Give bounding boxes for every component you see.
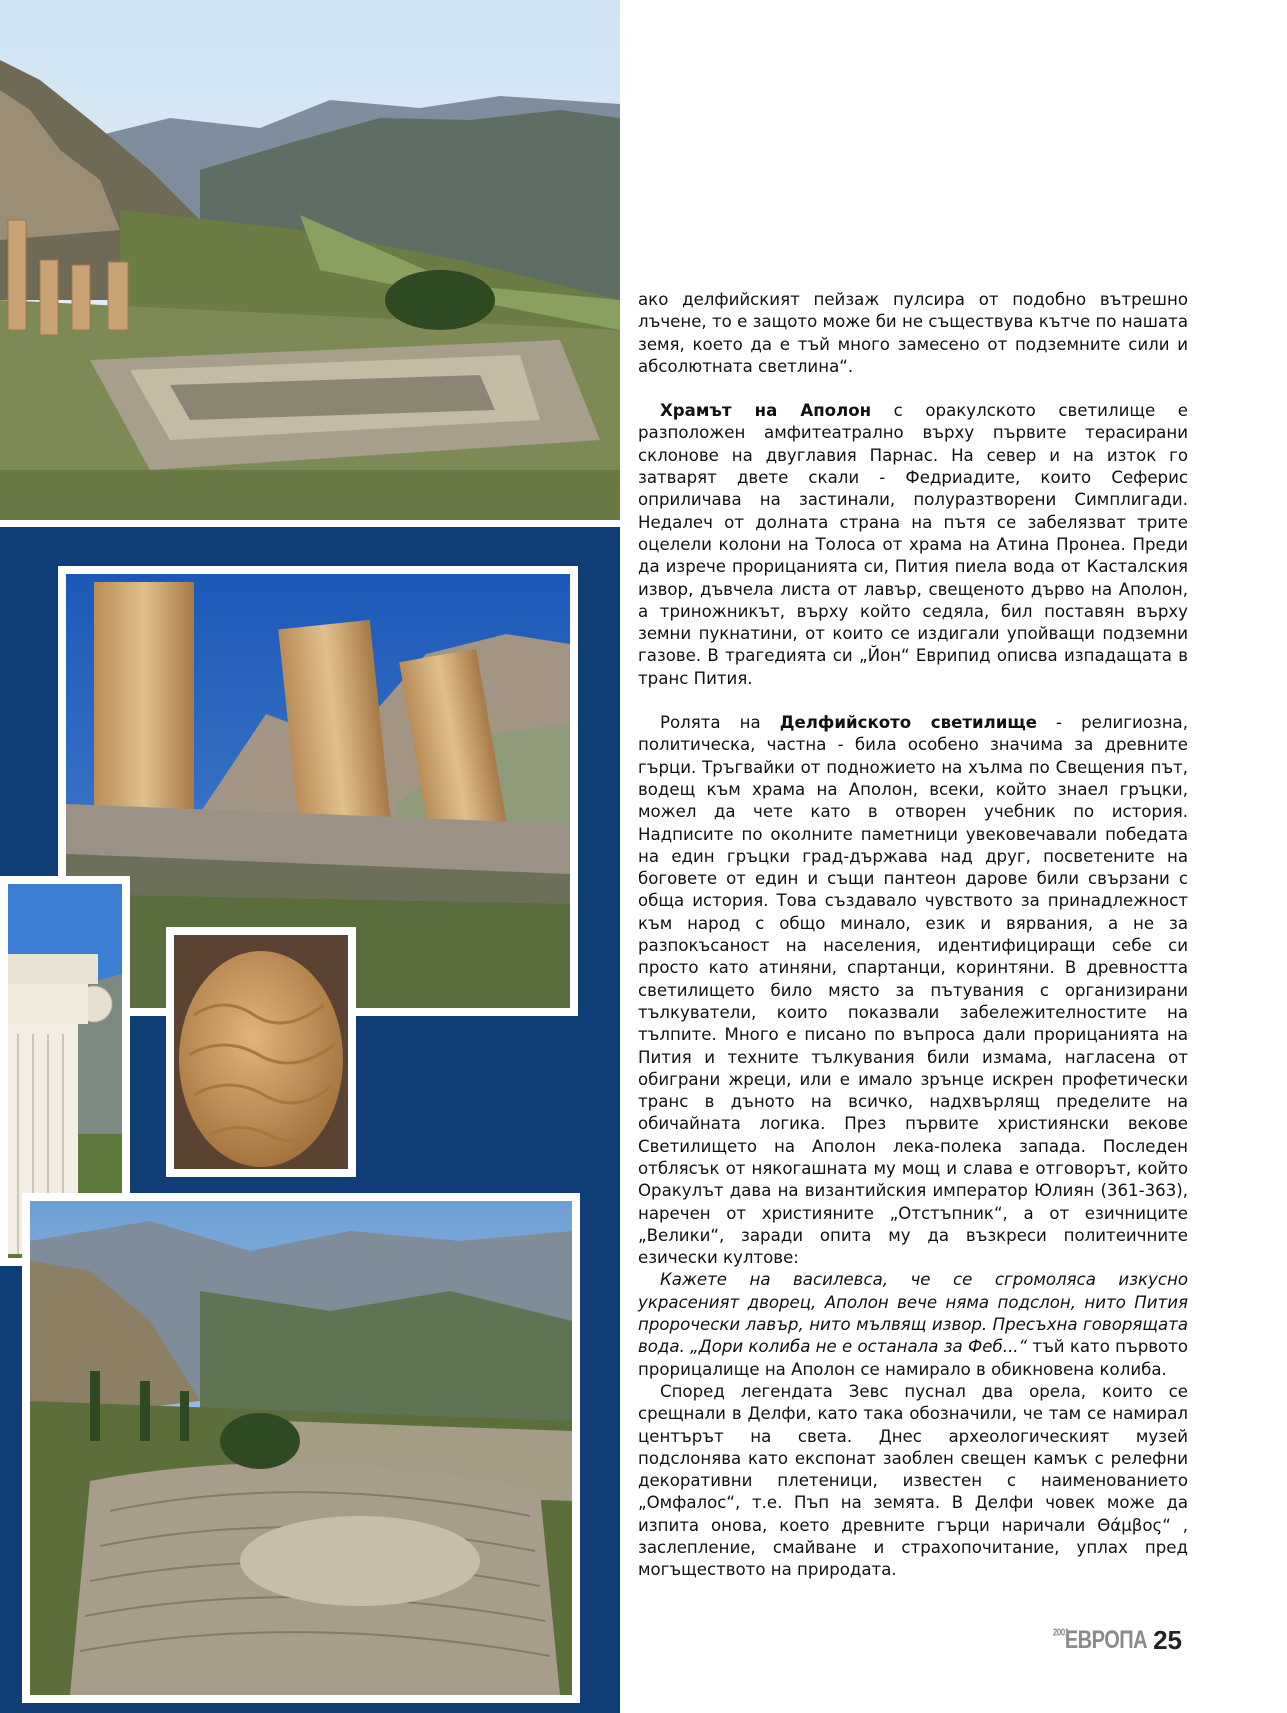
page-number: 25 xyxy=(1153,1625,1182,1655)
oracle-quote: Кажете на василевса, че се сгромоляса изкусно украсеният дворец, Аполон вече няма подслон, нито Пития пророчески лавър, нито мълвящ извор. Пресъхна говорящата вода. „Дори колиба не е останала за Феб...“ xyxy=(638,1270,1188,1357)
paragraph-3: Ролята на Делфийското светилище - религиозна, политическа, частна - била особено значима за древните гърци. Тръгвайки от подножието на хълма по Свещения път, водещ към храма на Аполон, всеки, който знаел гръцки, можел да чете като в отворен учебник по история. Надписите по околните паметници увековечавали победата на един гръцки град-държава над друг, посветените на боговете от един и същи пантеон дарове били свързани с обща история. Това създавало чувството за принадлежност към народ с общо минало, език и вярвания, а не за разпокъсаност на населения, идентифициращи себе си просто като атиняни, спартанци, коринтяни. В древността светилището било място за пътувания с организирани тълкуватели, които показвали забележителностите на тълпите. Много е писано по въпроса дали прорицанията на Пития и техните тълкувания били измама, нагласена от обиграни жреци, или е имало зрънце искрен профетически транс в дъното на всичко, надхвърлящ пределите на обичайната логика. През първите християнски векове Светилището на Аполон лека-полека запада. Последен отблясък от някогашната му мощ и слава е отговорът, който Оракулът дава на византийския император Юлиян (361-363), наречен от християните „Отстъпник“, а от езичниците „Велики“, заради опита му да възкреси политеичните езически култове: xyxy=(638,713,1188,1268)
delphi-theatre-photo xyxy=(30,1201,572,1695)
paragraph-1: ако делфийският пейзаж пулсира от подобно вътрешно лъчене, то е защото може би не съществува кътче по нашата земя, което да е тъй много замесено от подземните сили и абсолютната светлина“. xyxy=(638,290,1188,376)
omphalos-photo-frame xyxy=(166,927,356,1177)
paragraph-4: Кажете на василевса, че се сгромоляса изкусно украсеният дворец, Аполон вече няма подслон, нито Пития пророчески лавър, нито мълвящ извор. Пресъхна говорящата вода. „Дори колиба не е останала за Феб...“ тъй като първото прорицалище на Аполон се намирало в обикновена колиба. xyxy=(638,1270,1189,1379)
temple-of-apollo-heading: Храмът на Аполон xyxy=(660,401,872,421)
page-footer xyxy=(1053,1627,1182,1653)
omphalos-stone-photo xyxy=(174,935,348,1169)
paragraph-2: Храмът на Аполон с оракулското светилище е разположен амфитеатрално върху първите терасирани склонове на двуглавия Парнас. На север и на изток го затварят двете скали - Федриадите, които Сеферис оприличава на застинали, полуразтворени Симплигади. Недалеч от долната страна на пътя се забелязват трите оцелели колони на Толоса от храма на Атина Пронеа. Преди да изрече прорицанията си, Пития пиела вода от Касталския извор, дъвчела листа от лавър, свещеното дърво на Аполон, а триножникът, върху който седяла, бил поставян върху земни пукнатини, от които се издигали упойващи подземни газове. В трагедията си „Йон“ Еврипид описва изпадащата в транс Пития. xyxy=(638,401,1188,688)
article-text xyxy=(638,289,1188,1582)
paragraph-5: Според легендата Зевс пуснал два орела, които се срещнали в Делфи, като така обозначили, че там се намирал центърът на света. Днес археологическият музей подслонява като експонат заоблен свещен камък с релефни декоративни плетеници, известен с наименованието „Омфалос“, т.е. Пъп на земята. В Делфи човек може да изпита онова, което древните гърци наричали Θάμβος“ , заслепление, смайване и страхопочитание, уплах пред могъществото на природата. xyxy=(638,1381,1188,1580)
magazine-logo: 2001ЕВРОПА xyxy=(1052,1626,1148,1655)
temple-of-apollo-photo xyxy=(0,0,620,520)
theatre-photo-frame xyxy=(22,1193,580,1703)
delphic-sanctuary-heading: Делфийското светилище xyxy=(779,713,1037,733)
